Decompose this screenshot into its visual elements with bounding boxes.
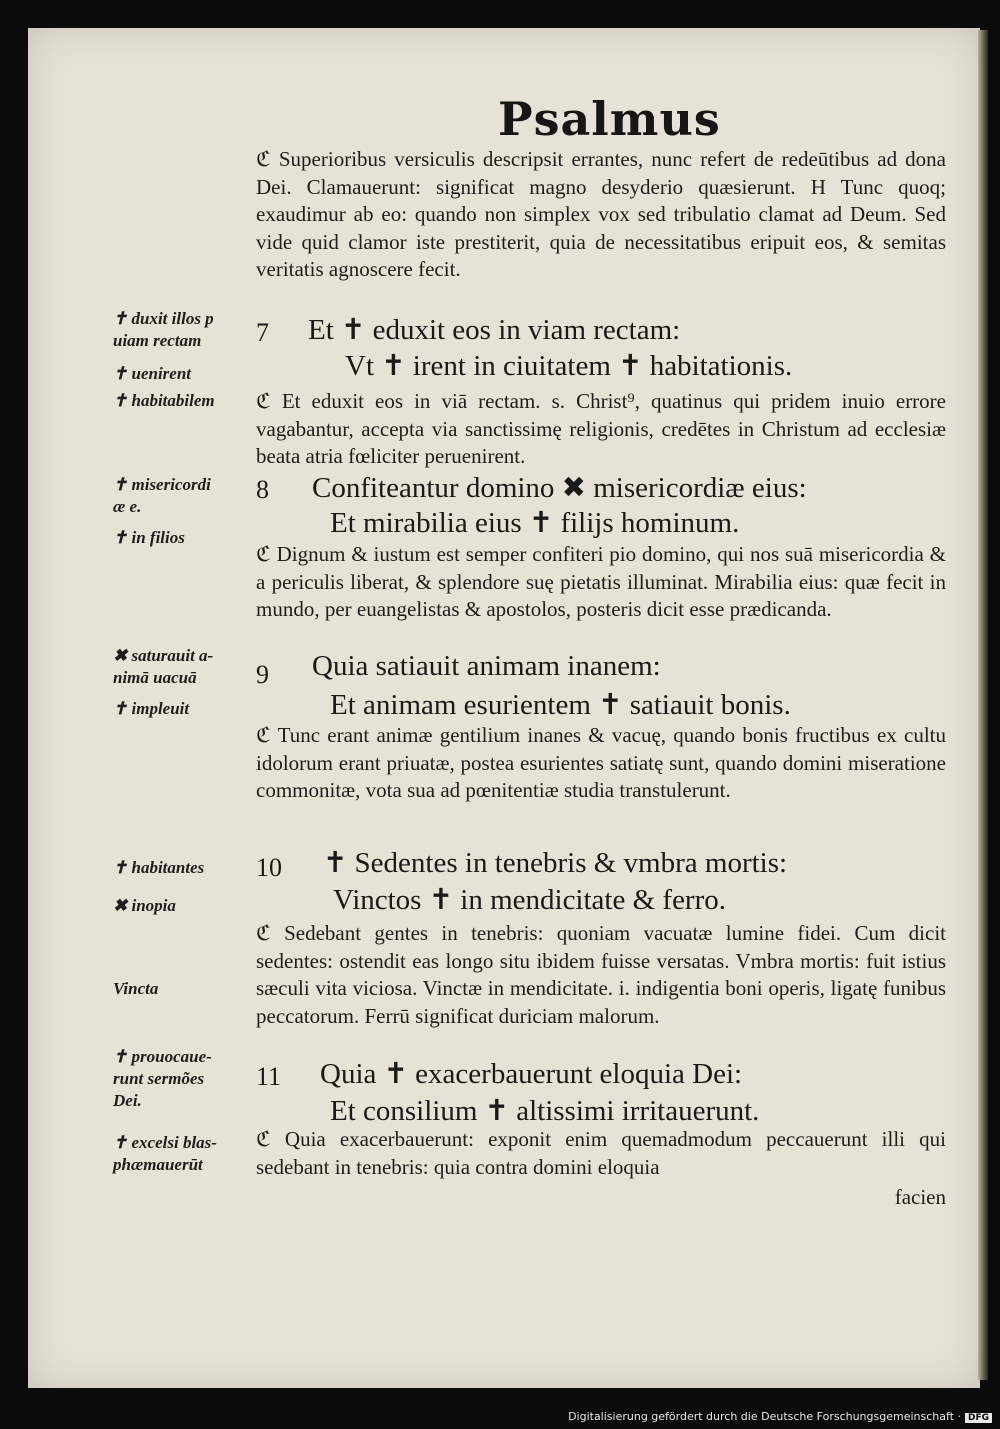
paragraph-mark-icon: ℭ (256, 147, 271, 171)
note-text: Sedebant gentes in tenebris: quoniam vacuatæ lumine fidei. Cum dicit sedentes: ostendit eas longo situ ibidem fuisse versatas. Vmbra mortis: fuit istius sæculi vita viciosa. Vinctæ in mendicitate. i. indigentia boni operis, ligatę funibus peccatorum. Ferrū significat duriciam malorum. (256, 921, 946, 1028)
commentary-note (256, 146, 946, 284)
commentary-note (256, 388, 946, 471)
verse-number: 10 (256, 853, 282, 882)
footer-text: Digitalisierung gefördert durch die Deutsche Forschungsgemeinschaft · (568, 1410, 961, 1423)
gloss-line: ✖ inopia (113, 896, 176, 915)
margin-gloss (113, 308, 248, 352)
margin-gloss (113, 978, 248, 1000)
paragraph-mark-icon: ℭ (256, 723, 271, 747)
gloss-line: Vincta (113, 979, 159, 998)
paragraph-mark-icon: ℭ (256, 1127, 271, 1151)
verse-line: Et animam esurientem ✝ satiauit bonis. (330, 689, 791, 721)
gloss-line: uiam rectam (113, 331, 202, 350)
margin-gloss (113, 895, 248, 917)
paragraph-mark-icon: ℭ (256, 921, 271, 945)
margin-gloss (113, 698, 248, 720)
verse-line: Et mirabilia eius ✝ filijs hominum. (330, 507, 740, 539)
gloss-line: ✝ impleuit (113, 699, 190, 718)
page-edge (978, 30, 988, 1380)
catchword: facien (894, 1185, 946, 1209)
margin-gloss (113, 390, 248, 412)
margin-gloss (113, 645, 248, 689)
gloss-line: ✝ excelsi blas- (113, 1133, 217, 1152)
note-text: Tunc erant animæ gentilium inanes & vacuę, quando bonis fructibus ex cultu idolorum erant priuatæ, postea esurientes satiatę sunt, quando domini miseratione commonitæ, vota sua ad pœnitentiæ studia transtulerunt. (256, 723, 946, 802)
gloss-line: ✖ saturauit a- (113, 646, 214, 665)
gloss-line: ✝ habitantes (113, 858, 205, 877)
gloss-line: nimā uacuā (113, 668, 197, 687)
verse-number: 7 (256, 318, 269, 347)
commentary-note (256, 1126, 946, 1181)
note-text: Dignum & iustum est semper confiteri pio domino, qui nos suā misericordia & a periculis liberat, & splendore suę pietatis illuminat. Mirabilia eius: quæ fecit in mundo, per euangelistas & apostolos, posteris dicit esse prædicanda. (256, 542, 947, 621)
page-heading: Psalmus (498, 92, 721, 146)
verse-line: Quia satiauit animam inanem: (312, 650, 661, 682)
commentary-note (256, 722, 946, 805)
margin-gloss (113, 1046, 248, 1112)
verse-line: Vt ✝ irent in ciuitatem ✝ habitationis. (345, 350, 793, 382)
verse-line: Confiteantur domino ✖ misericordiæ eius: (312, 472, 807, 504)
dfg-logo: DFG (965, 1413, 992, 1423)
margin-gloss (113, 857, 248, 879)
margin-gloss (113, 1132, 248, 1176)
verse-line: Vinctos ✝ in mendicitate & ferro. (333, 884, 727, 916)
note-text: Superioribus versiculis descripsit errantes, nunc refert de redeūtibus ad dona Dei. Clamauerunt: significat magno desyderio quæsierunt. H Tunc quoq; exaudimur ab eo: quando non simplex vox sed tribulatio clamat ad Deum. Sed vide quid clamor iste prestiterit, quia de necessitatibus eripuit eos, & semitas veritatis agnoscere fecit. (256, 147, 947, 281)
verse-line: Et ✝ eduxit eos in viam rectam: (308, 314, 681, 346)
gloss-line: ✝ uenirent (113, 364, 192, 383)
margin-gloss (113, 474, 248, 518)
commentary-note (256, 920, 946, 1030)
verse-number: 8 (256, 475, 269, 504)
gloss-line: ✝ misericordi (113, 475, 211, 494)
digitization-footer (568, 1410, 992, 1423)
verse-line: ✝ Sedentes in tenebris & vmbra mortis: (323, 847, 788, 879)
margin-gloss (113, 363, 248, 385)
note-text: Quia exacerbauerunt: exponit enim quemadmodum peccauerunt illi qui sedebant in tenebris: quia contra domini eloquia (256, 1127, 946, 1179)
verse-number: 9 (256, 660, 269, 689)
gloss-line: ✝ duxit illos p (113, 309, 214, 328)
gloss-line: ✝ habitabilem (113, 391, 215, 410)
margin-gloss (113, 527, 248, 549)
gloss-line: phæmauerūt (113, 1155, 203, 1174)
gloss-line: ✝ prouocaue- (113, 1047, 212, 1066)
note-text: Et eduxit eos in viā rectam. s. Christ⁹, quatinus qui pridem inuio errore vagabantur, accepta via sanctissimę religionis, credētes in Christum ad ecclesiæ beata atria fœliciter peruenirent. (256, 389, 946, 468)
paragraph-mark-icon: ℭ (256, 389, 271, 413)
verse-line: Quia ✝ exacerbauerunt eloquia Dei: (320, 1058, 743, 1090)
verse-line: Et consilium ✝ altissimi irritauerunt. (330, 1095, 760, 1127)
commentary-note (256, 541, 946, 624)
paragraph-mark-icon: ℭ (256, 542, 271, 566)
gloss-line: Dei. (113, 1091, 142, 1110)
verse-number: 11 (256, 1062, 282, 1091)
gloss-line: runt sermões (113, 1069, 205, 1088)
gloss-line: æ e. (113, 497, 142, 516)
gloss-line: ✝ in filios (113, 528, 185, 547)
